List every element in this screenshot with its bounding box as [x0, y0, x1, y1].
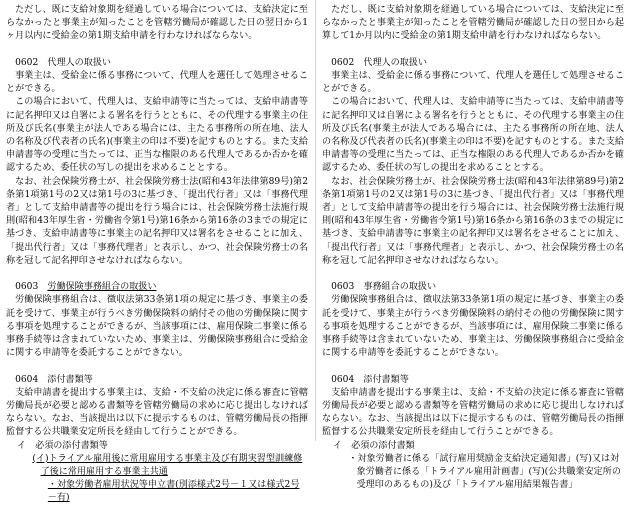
section-number: 0602 [331, 57, 355, 68]
left-section-0602-heading [6, 57, 308, 70]
section-number: 0602 [15, 57, 39, 68]
section-title: 添付書類等 [363, 374, 409, 385]
section-number: 0603 [331, 282, 355, 293]
right-0602-p3: なお、社会保険労務士が、社会保険労務士法(昭和43年法律第89号)第2条第1項第1号の2又は第1号の3に基づき、「提出代行者」又は「事務代理者」として支給申請書等の提出を行う場合には、社会保険労務士法施行規則(昭和43年厚生省・労働省令第1号)第16条から第16条の3までの規定に基づき、支給申請書等に事業主の記名押印又は署名をさせることに加え、「提出代行者」又は「事務代理者」と表示し、かつ、社会保険労務士の名称を冠して記名押印させなければならない。 [322, 176, 624, 266]
left-intro: ただし、既に支給対象期を経過している場合については、支給決定に至らなかったと事業主が知ったことを管轄労働局が確認した日の翌日から1ヶ月以内に受給金の第1期支給申請を行わなければならない。 [6, 5, 308, 42]
section-title: 代理人の取扱い [363, 57, 428, 68]
section-title: 事務組合の取扱い [363, 282, 437, 293]
right-0604-p1: 支給申請書を提出する事業主は、支給・不支給の決定に係る審査に管轄労働局長が必要と認める書類等を管轄労働局の求めに応じ提出しなければならない。なお、当該提出は以下に提示するものは、管轄労働局長の指揮監督する公共職業安定所長を経由して行うことができる。 [322, 387, 624, 438]
left-0602-p3: なお、社会保険労務士が、社会保険労務士法(昭和43年法律第89号)第2条第1項第1号の2又は第1号の3に基づき、「提出代行者」又は「事務代理者」として支給申請書等の提出を行う場合には、社会保険労務士法施行規則(昭和43年厚生省・労働省令第1号)第16条から第16条の3までの規定に基づき、支給申請書等に事業主の記名押印又は署名をさせることに加え、「提出代行者」又は「事務代理者」と表示し、かつ、社会保険労務士の名称を冠して記名押印させなければならない。 [6, 176, 308, 266]
section-title: 代理人の取扱い [47, 57, 112, 68]
right-section-0603-heading [322, 281, 624, 294]
left-0604-item-a: (イ)トライアル雇用後に常用雇用する事業主及び有期実習型訓練修了後に常用雇用する事業主共通 [32, 453, 303, 478]
section-title: 添付書類等 [47, 374, 93, 385]
right-0603-p1: 労働保険事務組合は、徴収法第33条第1項の規定に基づき、事業主の委託を受けて、事業主が行うべき労働保険料の納付その他の労働保険に関する事項を処理することができるが、当該事項には、雇用保険二事業に係る事務手続等は含まれていないため、事業主は、労働保険事務組合に受給金に関する申請等を委託することができない。 [322, 295, 624, 359]
section-number: 0603 [15, 282, 39, 293]
right-intro: ただし、既に支給対象期を経過している場合については、支給決定に至らなかったと事業主が知ったことを管轄労働局が確認した日の翌日から起算して1か月以内に受給金の第1期支給申請を行わなければならない。 [322, 5, 624, 42]
right-0602-p1: 事業主は、受給金に係る事務について、代理人を選任して処理させることができる。 [322, 71, 624, 95]
right-section-0602-heading [322, 57, 624, 70]
right-0602-p2: この場合において、代理人は、支給申請等に当たっては、支給申請書等に記名押印又は自署による署名を行うとともに、その代理する事業主の住所及び氏名(事業主が法人である場合には、主たる事務所の所在地、法人の名称及び代表者の氏名)(事業主の印は不要)を記すものとする。また支給申請書等の受理に当たっては、正当な権限のある代理人であるか否かを確認するため、委任状の写しの提出を求めることとする。 [322, 97, 624, 174]
right-0604-item-i: イ 必須の添付書類 [332, 440, 415, 451]
left-0604-item-a-sub: ・対象労働者雇用状況等申立書(別添様式2号－１又は様式2号－有) [47, 480, 300, 504]
left-0604-item-i: イ 必須の添付書類等 [16, 440, 108, 451]
column-divider [315, 0, 316, 441]
section-number: 0604 [15, 374, 39, 385]
section-title: 労働保険事務組合の取扱い [47, 282, 157, 293]
section-number: 0604 [331, 374, 355, 385]
left-section-0604-heading [6, 374, 308, 387]
right-column [322, 4, 624, 492]
left-0603-p1: 労働保険事務組合は、徴収法第33条第1項の規定に基づき、事業主の委託を受けて、事業主が行うべき労働保険料の納付その他の労働保険に関する事項を処理することができるが、当該事項には、雇用保険二事業に係る事務手続等は含まれていないため、事業主は、労働保険事務組合に受給金に関する申請等を委託することができない。 [6, 295, 308, 359]
right-0604-item-a: ・対象労働者に係る「試行雇用奨励金支給決定通知書」(写)又は対象労働者に係る「トライアル雇用計画書」(写)(公共職業安定所の受理印のあるもの)及び「トライアル雇用結果報告書」 [348, 453, 621, 491]
left-0602-p1: 事業主は、受給金に係る事務について、代理人を選任して処理させることができる。 [6, 71, 308, 95]
left-0602-p2: この場合において、代理人は、支給申請等に当たっては、支給申請書等に記名押印又は自署による署名を行うとともに、その代理する事業主の住所及び氏名(事業主が法人である場合には、主たる事務所の所在地、法人の名称及び代表者の氏名)(事業主の印は不要)を記すものとする。また支給申請書等の受理に当たっては、正当な権限のある代理人であるか否かを確認するため、委任状の写しの提出を求めることとする。 [6, 97, 308, 174]
left-column [6, 4, 308, 506]
left-0604-p1: 支給申請書を提出する事業主は、支給・不支給の決定に係る審査に管轄労働局長が必要と認める書類等を管轄労働局の求めに応じ提出しなければならない。なお、当該提出は以下に提示するものは、管轄労働局長の指揮監督する公共職業安定所長を経由して行うことができる。 [6, 387, 308, 438]
right-section-0604-heading [322, 374, 624, 387]
left-section-0603-heading [6, 281, 308, 294]
